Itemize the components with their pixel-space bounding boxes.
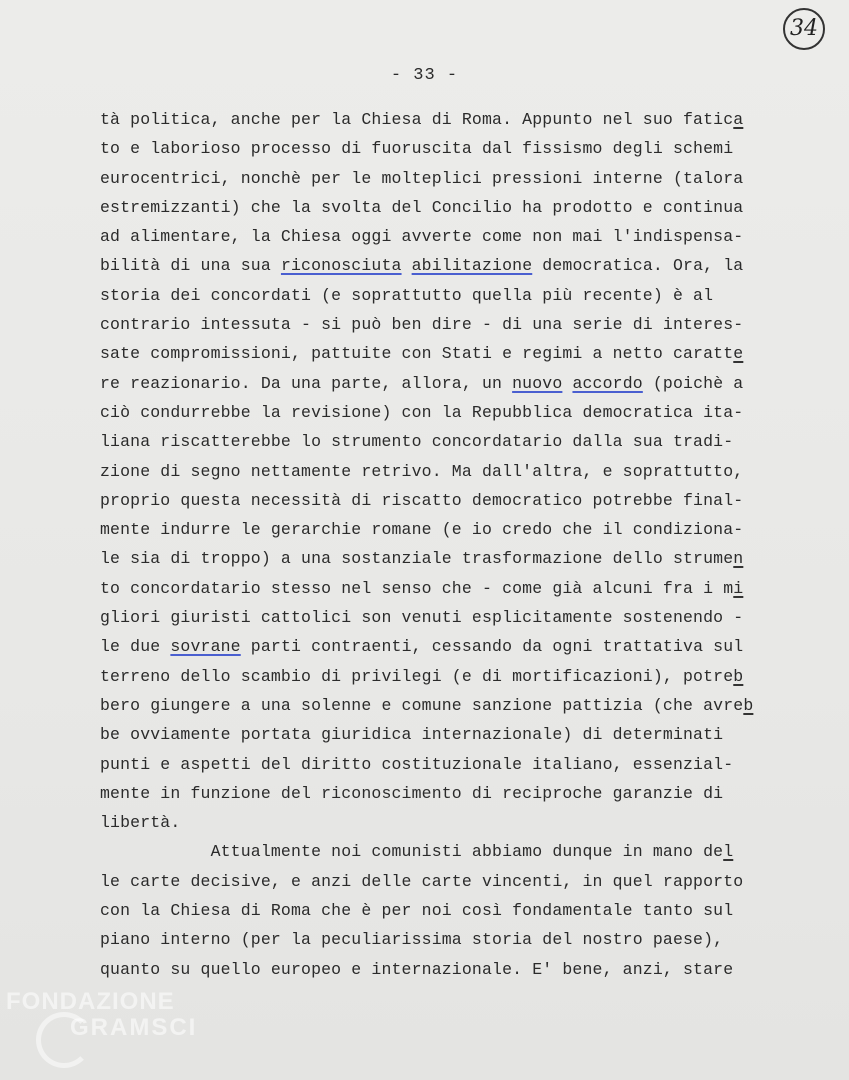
text-segment: bero giungere a una solenne e comune sanzione pattizia (che avre — [100, 695, 744, 715]
underlined-text: l — [723, 842, 734, 862]
text-segment: tà politica, anche per la Chiesa di Roma. Appunto nel suo fatic — [100, 110, 734, 129]
text-segment: ciò condurrebbe la revisione) con la Repubblica democratica ita- — [100, 402, 744, 422]
text-line — [100, 837, 760, 866]
text-segment — [402, 256, 412, 275]
text-segment — [562, 374, 572, 393]
text-line — [100, 310, 760, 339]
text-line — [100, 603, 760, 632]
text-line — [100, 515, 760, 544]
watermark-line-2: GRAMSCI — [70, 1014, 198, 1041]
text-segment: sate compromissioni, pattuite con Stati e regimi a netto caratt — [100, 344, 734, 364]
underlined-text: nuovo — [512, 373, 563, 393]
text-line — [100, 369, 760, 398]
underlined-text: a — [733, 110, 744, 129]
text-line — [100, 808, 760, 837]
archive-page-number: 34 — [783, 8, 825, 50]
text-line — [100, 867, 760, 896]
text-line — [100, 134, 760, 163]
text-segment: eurocentrici, nonchè per le molteplici pressioni interne (talora — [100, 168, 744, 188]
text-line — [100, 164, 760, 193]
text-line — [100, 544, 760, 573]
underlined-text: n — [733, 549, 744, 569]
underlined-text: i — [733, 578, 744, 598]
text-segment: democratica. Ora, la — [532, 256, 744, 276]
underlined-text: accordo — [572, 373, 643, 393]
text-segment: (poichè a — [642, 373, 744, 393]
text-line — [100, 193, 760, 222]
text-segment: estremizzanti) che la svolta del Concilio ha prodotto e continua — [100, 197, 744, 217]
text-segment: le sia di troppo) a una sostanziale trasformazione dello strume — [100, 549, 734, 569]
text-line — [100, 925, 760, 954]
text-segment: mente indurre le gerarchie romane (e io credo che il condiziona- — [100, 520, 744, 540]
text-line — [100, 574, 760, 603]
text-segment: libertà. — [100, 813, 181, 833]
text-segment: gliori giuristi cattolici son venuti esplicitamente sostenendo - — [100, 608, 744, 628]
body-text — [100, 105, 760, 984]
underlined-text: b — [743, 695, 754, 715]
text-line — [100, 662, 760, 691]
text-line — [100, 398, 760, 427]
text-segment: to concordatario stesso nel senso che - come già alcuni fra i m — [100, 578, 734, 598]
text-line — [100, 632, 760, 661]
text-segment: terreno dello scambio di privilegi (e di mortificazioni), potre — [100, 666, 734, 686]
text-segment: re reazionario. Da una parte, allora, un — [100, 373, 513, 393]
watermark — [6, 990, 197, 1040]
underlined-text: riconosciuta — [280, 256, 402, 276]
text-segment: liana riscatterebbe lo strumento concordatario dalla sua tradi- — [100, 432, 734, 452]
text-segment: punti e aspetti del diritto costituzionale italiano, essenzial- — [100, 754, 734, 774]
underlined-text: sovrane — [170, 637, 241, 657]
text-segment: mente in funzione del riconoscimento di reciproche garanzie di — [100, 783, 724, 803]
text-segment: zione di segno nettamente retrivo. Ma dall'altra, e soprattutto, — [100, 461, 744, 481]
text-segment: ad alimentare, la Chiesa oggi avverte come non mai l'indispensa- — [100, 227, 744, 247]
text-segment: Attualmente noi comunisti abbiamo dunque in mano de — [100, 842, 724, 862]
text-segment: parti contraenti, cessando da ogni trattativa sul — [240, 637, 744, 657]
text-line — [100, 486, 760, 515]
text-segment: piano interno (per la peculiarissima storia del nostro paese), — [100, 930, 724, 950]
text-line — [100, 222, 760, 251]
text-line — [100, 105, 760, 134]
text-line — [100, 955, 760, 984]
text-segment: le due — [100, 637, 171, 657]
text-line — [100, 457, 760, 486]
text-segment: con la Chiesa di Roma che è per noi così fondamentale tanto sul — [100, 901, 734, 921]
text-segment: contrario intessuta - si può ben dire - di una serie di interes- — [100, 315, 744, 335]
watermark-line-1: FONDAZIONE — [6, 988, 175, 1015]
text-segment: to e laborioso processo di fuoruscita dal fissismo degli schemi — [100, 139, 734, 159]
text-line — [100, 750, 760, 779]
text-line — [100, 427, 760, 456]
text-segment: bilità di una sua — [100, 256, 281, 276]
text-line — [100, 251, 760, 280]
text-line — [100, 779, 760, 808]
text-line — [100, 339, 760, 368]
underlined-text: b — [733, 666, 744, 686]
text-segment: le carte decisive, e anzi delle carte vincenti, in quel rapporto — [100, 871, 744, 891]
text-segment: proprio questa necessità di riscatto democratico potrebbe final- — [100, 490, 744, 510]
text-segment: be ovviamente portata giuridica internazionale) di determinati — [100, 725, 724, 745]
text-line — [100, 720, 760, 749]
underlined-text: abilitazione — [411, 256, 533, 276]
text-segment: storia dei concordati (e soprattutto quella più recente) è al — [100, 285, 714, 305]
page-number: - 33 - — [390, 66, 459, 85]
text-line — [100, 281, 760, 310]
underlined-text: e — [733, 344, 744, 364]
text-line — [100, 896, 760, 925]
text-segment: quanto su quello europeo e internazionale. E' bene, anzi, stare — [100, 959, 734, 979]
text-line — [100, 691, 760, 720]
